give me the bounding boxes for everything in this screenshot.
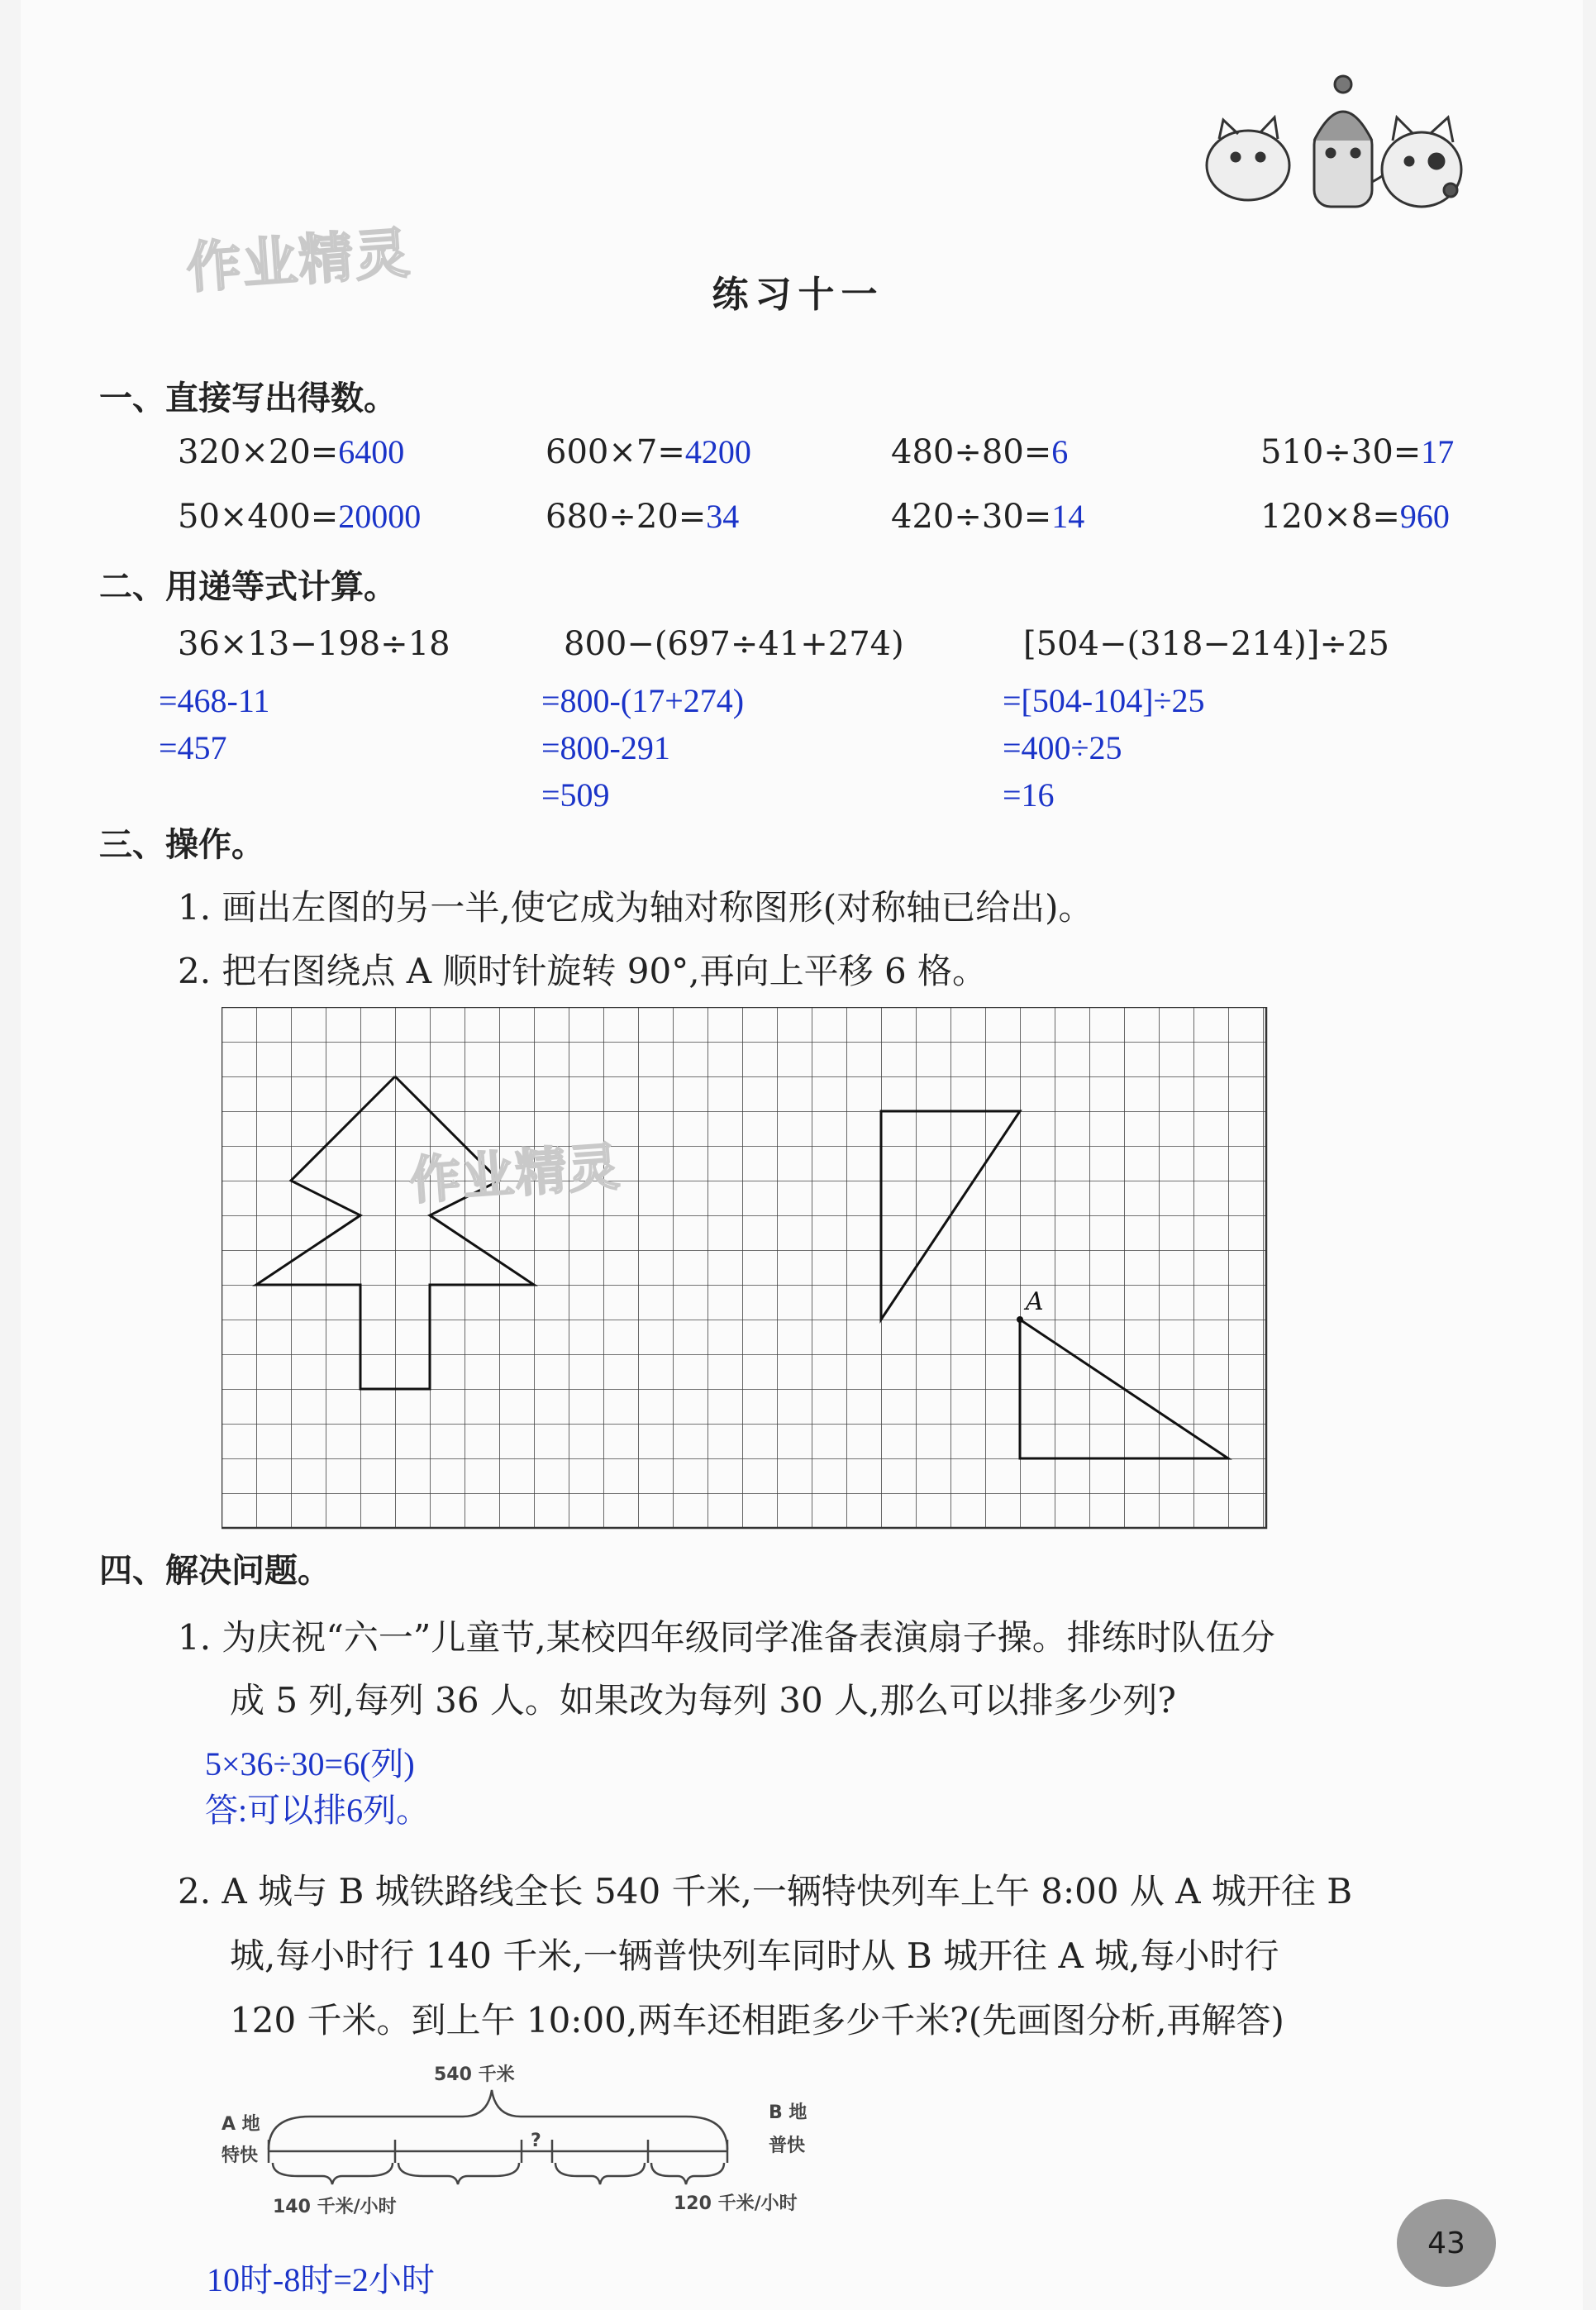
a-speed-label: 140 千米/小时 <box>273 2197 397 2217</box>
b-place-label: B 地 <box>769 2102 808 2123</box>
oral-answer-5: 20000 <box>338 498 422 535</box>
oral-item-2: 600×7=4200 <box>545 433 751 471</box>
grid-figure <box>222 1007 1271 1531</box>
watermark-text: 作业精灵 <box>184 221 413 301</box>
calc-problem-2: 800−(697÷41+274) <box>564 625 904 663</box>
calc-step-3-2: =400÷25 <box>1003 729 1122 766</box>
oral-item-4: 510÷30=17 <box>1260 433 1455 471</box>
calc-problem-1: 36×13−198÷18 <box>178 625 450 663</box>
b-train-label: 普快 <box>769 2136 806 2156</box>
oral-answer-8: 960 <box>1399 498 1450 535</box>
problem1-line2: 成 5 列,每列 36 人。如果改为每列 30 人,那么可以排多少列? <box>230 1680 1176 1721</box>
section4-heading: 四、解决问题。 <box>99 1552 331 1590</box>
a-place-label: A 地 <box>222 2114 260 2135</box>
problem2-solution-step1: 10时-8时=2小时 <box>207 2261 435 2298</box>
calc-step-1-2: =457 <box>159 729 227 766</box>
point-a-marker <box>1017 1316 1023 1323</box>
problem2-line2: 城,每小时行 140 千米,一辆普快列车同时从 B 城开往 A 城,每小时行 <box>230 1935 1279 1976</box>
problem2-line1: 2. A 城与 B 城铁路线全长 540 千米,一辆特快列车上午 8:00 从 A 城开往 B <box>178 1871 1353 1911</box>
section3-heading: 三、操作。 <box>99 826 264 864</box>
calc-step-2-1: =800-(17+274) <box>541 682 745 719</box>
a-train-label: 特快 <box>222 2145 259 2166</box>
oral-item-8: 120×8=960 <box>1260 498 1450 536</box>
cats-illustration-icon <box>1190 66 1488 215</box>
oral-item-1: 320×20=6400 <box>178 433 405 471</box>
oral-item-6: 680÷20=34 <box>545 498 740 536</box>
oral-item-3: 480÷80=6 <box>891 433 1069 471</box>
calc-step-2-2: =800-291 <box>541 729 670 766</box>
oral-answer-3: 6 <box>1051 433 1069 470</box>
problem1-answer: 答:可以排6列。 <box>205 1792 430 1829</box>
calc-step-3-3: =16 <box>1003 776 1055 814</box>
oral-answer-7: 14 <box>1051 498 1085 535</box>
problem1-line1: 1. 为庆祝“六一”儿童节,某校四年级同学准备表演扇子操。排练时队伍分 <box>178 1617 1275 1658</box>
operation-task-2: 2. 把右图绕点 A 顺时针旋转 90°,再向上平移 6 格。 <box>178 951 988 991</box>
oral-item-7: 420÷30=14 <box>891 498 1085 536</box>
line-segment-diagram <box>207 2050 835 2249</box>
watermark-text-grid: 作业精灵 <box>407 1136 623 1211</box>
total-distance-label: 540 千米 <box>434 2064 515 2085</box>
problem1-solution: 5×36÷30=6(列) <box>205 1745 415 1783</box>
b-speed-label: 120 千米/小时 <box>674 2193 798 2214</box>
page-number-badge: 43 <box>1397 2199 1496 2287</box>
oral-answer-1: 6400 <box>338 433 405 470</box>
problem2-line3: 120 千米。到上午 10:00,两车还相距多少千米?(先画图分析,再解答) <box>230 2000 1284 2040</box>
calc-problem-3: [504−(318−214)]÷25 <box>1023 625 1389 663</box>
section2-heading: 二、用递等式计算。 <box>99 568 397 606</box>
calc-step-3-1: =[504-104]÷25 <box>1003 682 1205 719</box>
oral-answer-6: 34 <box>706 498 740 535</box>
calc-step-1-1: =468-11 <box>159 682 270 719</box>
unknown-gap-label: ? <box>531 2131 541 2151</box>
point-a-label: A <box>1026 1287 1044 1316</box>
oral-item-5: 50×400=20000 <box>178 498 422 536</box>
oral-answer-2: 4200 <box>684 433 751 470</box>
calc-step-2-3: =509 <box>541 776 610 814</box>
page-title: 练习十一 <box>712 274 884 316</box>
section1-heading: 一、直接写出得数。 <box>99 379 397 418</box>
grid-paper <box>222 1007 1266 1528</box>
operation-task-1: 1. 画出左图的另一半,使它成为轴对称图形(对称轴已给出)。 <box>178 887 1093 928</box>
total-distance-brace <box>269 2090 727 2150</box>
oral-answer-4: 17 <box>1421 433 1455 470</box>
